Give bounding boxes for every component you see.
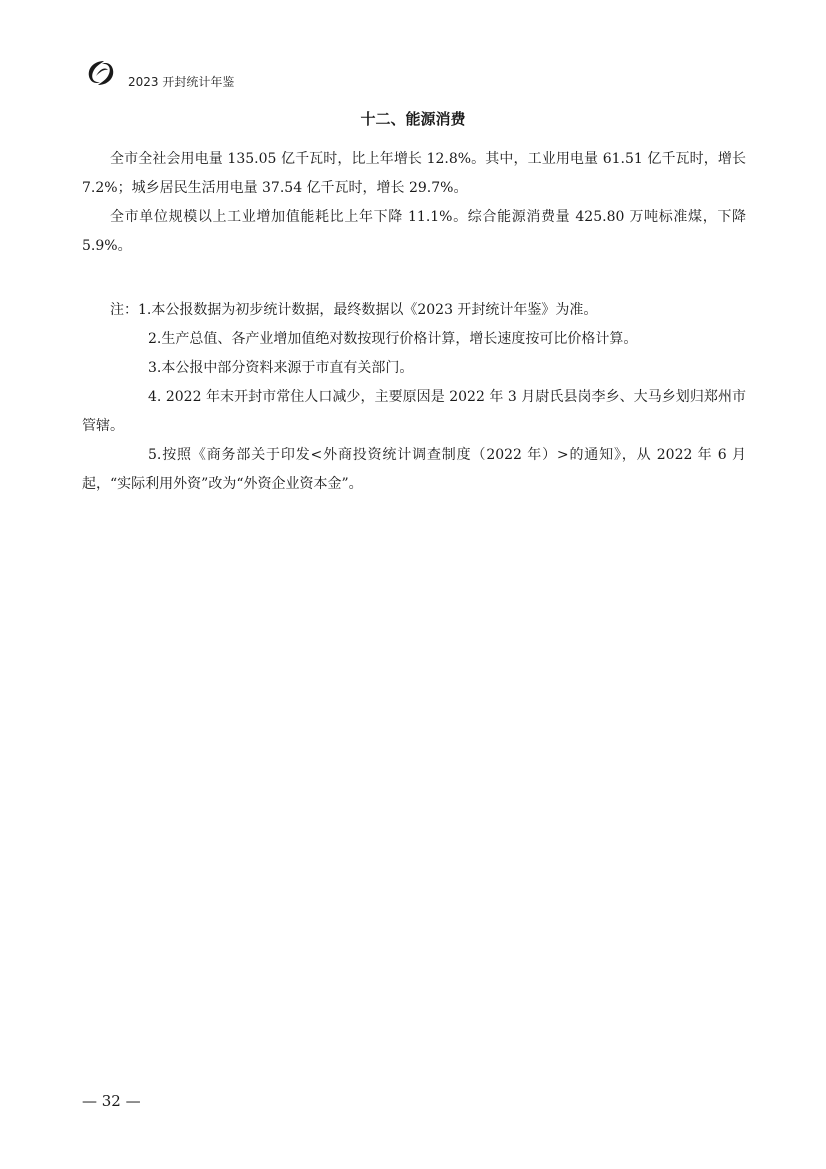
header-title: 2023 开封统计年鉴: [128, 75, 235, 89]
page-number: — 32 —: [82, 1092, 141, 1110]
paragraph-energy-consumption: 全市单位规模以上工业增加值能耗比上年下降 11.1%。综合能源消费量 425.80 万吨标准煤，下降 5.9%。: [82, 209, 746, 254]
note-item: 5.按照《商务部关于印发<外商投资统计调查制度（2022 年）>的通知》，从 2022 年 6 月起，“实际利用外资”改为“外资企业资本金”。: [82, 447, 746, 492]
paragraph-electricity: 全市全社会用电量 135.05 亿千瓦时，比上年增长 12.8%。其中，工业用电量 61.51 亿千瓦时，增长 7.2%；城乡居民生活用电量 37.54 亿千瓦时，增长 29.7%。: [82, 151, 746, 196]
body-text: [82, 145, 746, 261]
yearbook-logo-icon: [84, 58, 118, 88]
note-item: 4. 2022 年末开封市常住人口减少，主要原因是 2022 年 3 月尉氏县岗李乡、大马乡划归郑州市管辖。: [82, 389, 746, 434]
note-item: 3.本公报中部分资料来源于市直有关部门。: [148, 360, 414, 376]
notes-section: [82, 296, 746, 499]
note-item: 注：1.本公报数据为初步统计数据，最终数据以《2023 开封统计年鉴》为准。: [110, 302, 598, 318]
page-header: [84, 58, 384, 92]
note-item: 2.生产总值、各产业增加值绝对数按现行价格计算，增长速度按可比价格计算。: [148, 331, 638, 347]
section-title: 十二、能源消费: [360, 110, 466, 128]
